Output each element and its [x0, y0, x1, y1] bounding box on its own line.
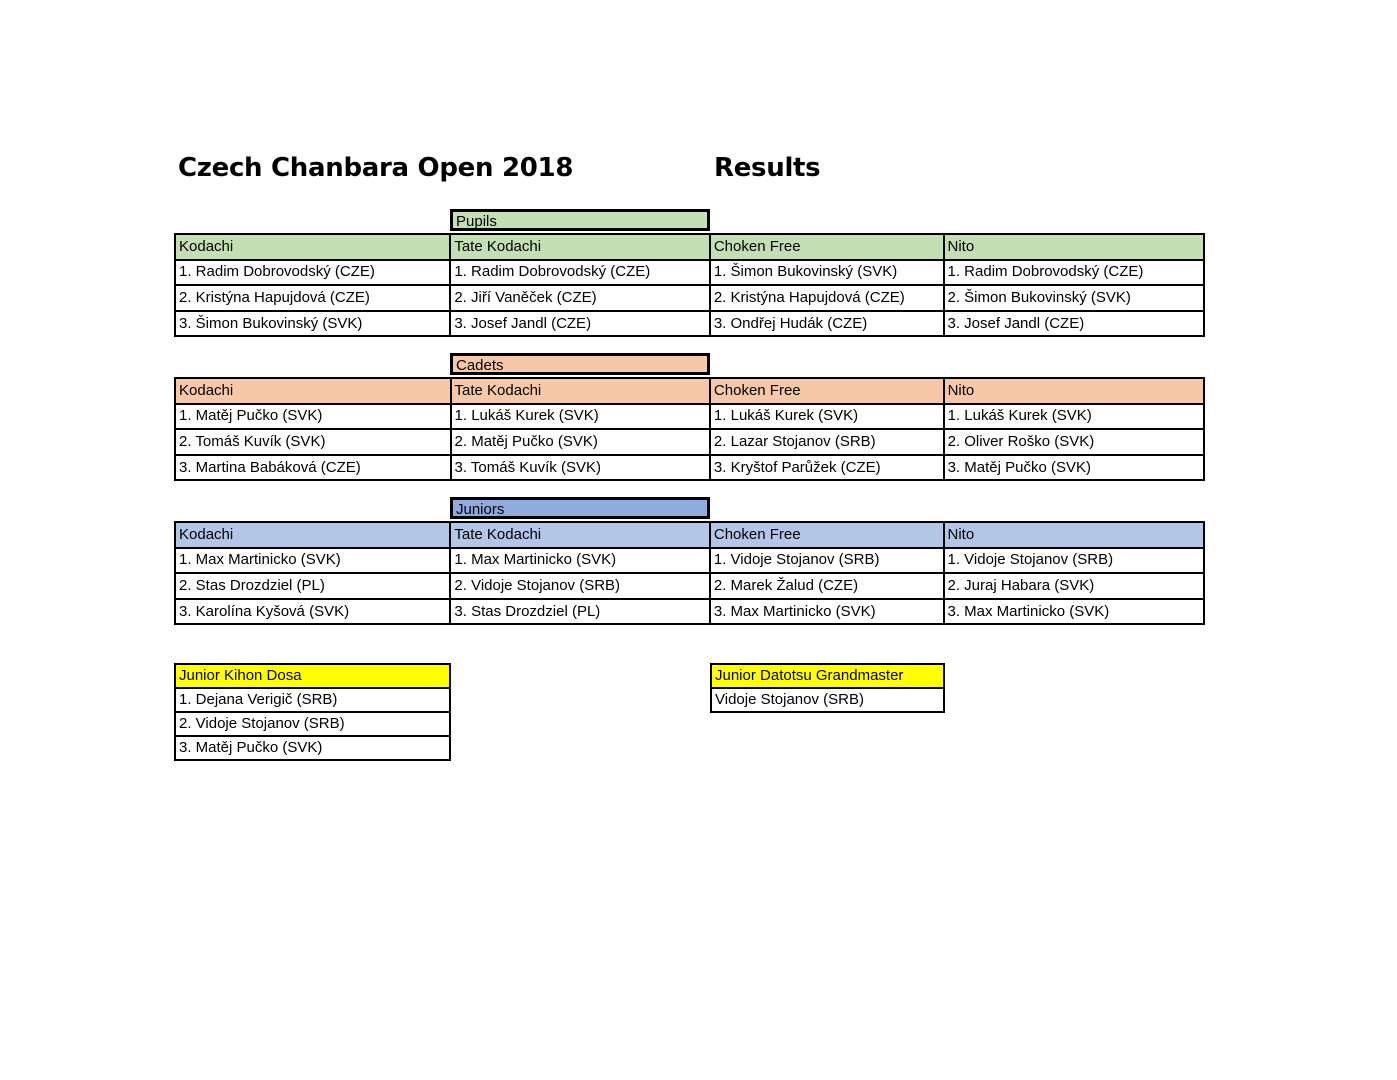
result-cell: 1. Matěj Pučko (SVK) [175, 404, 451, 430]
datotsu-grandmaster-table [710, 663, 945, 713]
column-header-nito: Nito [944, 522, 1205, 548]
pupils-results-table [174, 233, 1205, 337]
column-header-choken-free: Choken Free [710, 522, 944, 548]
table-row [175, 429, 1204, 455]
table-row [175, 285, 1204, 311]
juniors-results-table [174, 521, 1205, 625]
result-cell: 2. Tomáš Kuvík (SVK) [175, 429, 451, 455]
result-cell: 2. Vidoje Stojanov (SRB) [175, 712, 450, 736]
result-cell: 2. Kristýna Hapujdová (CZE) [175, 285, 450, 311]
column-header-kodachi: Kodachi [175, 522, 450, 548]
result-cell: 1. Šimon Bukovinský (SVK) [710, 260, 944, 286]
table-row [175, 712, 450, 736]
result-cell: 3. Max Martinicko (SVK) [944, 599, 1205, 625]
result-cell: 3. Matěj Pučko (SVK) [944, 455, 1204, 481]
result-cell: 2. Šimon Bukovinský (SVK) [944, 285, 1205, 311]
column-header-nito: Nito [944, 378, 1204, 404]
result-cell: 3. Matěj Pučko (SVK) [175, 736, 450, 760]
result-cell: 1. Radim Dobrovodský (CZE) [944, 260, 1205, 286]
datotsu-grandmaster-title: Junior Datotsu Grandmaster [711, 664, 944, 688]
result-cell: 2. Marek Žalud (CZE) [710, 573, 944, 599]
result-cell: 3. Stas Drozdziel (PL) [450, 599, 709, 625]
table-row [711, 688, 944, 712]
result-cell: 3. Max Martinicko (SVK) [710, 599, 944, 625]
table-row [175, 260, 1204, 286]
result-cell: 1. Lukáš Kurek (SVK) [944, 404, 1204, 430]
result-cell: 3. Karolína Kyšová (SVK) [175, 599, 450, 625]
result-cell: 2. Jiří Vaněček (CZE) [450, 285, 709, 311]
result-cell: 1. Lukáš Kurek (SVK) [451, 404, 710, 430]
result-cell: 3. Tomáš Kuvík (SVK) [451, 455, 710, 481]
kihon-dosa-table [174, 663, 451, 761]
result-cell: 1. Dejana Verigič (SRB) [175, 688, 450, 712]
result-cell: 2. Lazar Stojanov (SRB) [710, 429, 944, 455]
result-cell: 2. Stas Drozdziel (PL) [175, 573, 450, 599]
result-cell: 2. Vidoje Stojanov (SRB) [450, 573, 709, 599]
table-row [175, 599, 1204, 625]
category-label-cadets: Cadets [450, 353, 710, 375]
column-header-kodachi: Kodachi [175, 378, 451, 404]
result-cell: 3. Josef Jandl (CZE) [450, 311, 709, 337]
result-cell: 3. Šimon Bukovinský (SVK) [175, 311, 450, 337]
result-cell: 2. Kristýna Hapujdová (CZE) [710, 285, 944, 311]
result-cell: 1. Radim Dobrovodský (CZE) [450, 260, 709, 286]
table-header-row [711, 664, 944, 688]
kihon-dosa-title: Junior Kihon Dosa [175, 664, 450, 688]
cadets-results-table [174, 377, 1205, 481]
document-title: Czech Chanbara Open 2018 [178, 153, 574, 183]
result-cell: 1. Max Martinicko (SVK) [450, 548, 709, 574]
result-cell: 2. Matěj Pučko (SVK) [451, 429, 710, 455]
result-cell: 3. Ondřej Hudák (CZE) [710, 311, 944, 337]
table-row [175, 688, 450, 712]
header-row [175, 234, 1204, 260]
result-cell: Vidoje Stojanov (SRB) [711, 688, 944, 712]
column-header-tate-kodachi: Tate Kodachi [450, 522, 709, 548]
column-header-kodachi: Kodachi [175, 234, 450, 260]
table-row [175, 455, 1204, 481]
result-cell: 2. Juraj Habara (SVK) [944, 573, 1205, 599]
result-cell: 1. Radim Dobrovodský (CZE) [175, 260, 450, 286]
table-row [175, 311, 1204, 337]
header-row [175, 522, 1204, 548]
column-header-choken-free: Choken Free [710, 234, 944, 260]
column-header-choken-free: Choken Free [710, 378, 944, 404]
result-cell: 3. Martina Babáková (CZE) [175, 455, 451, 481]
column-header-tate-kodachi: Tate Kodachi [450, 234, 709, 260]
header-row [175, 378, 1204, 404]
result-cell: 3. Kryštof Parůžek (CZE) [710, 455, 944, 481]
results-heading: Results [714, 153, 821, 183]
column-header-nito: Nito [944, 234, 1205, 260]
result-cell: 2. Oliver Roško (SVK) [944, 429, 1204, 455]
table-header-row [175, 664, 450, 688]
result-cell: 1. Max Martinicko (SVK) [175, 548, 450, 574]
result-cell: 1. Vidoje Stojanov (SRB) [944, 548, 1205, 574]
result-cell: 1. Vidoje Stojanov (SRB) [710, 548, 944, 574]
result-cell: 1. Lukáš Kurek (SVK) [710, 404, 944, 430]
category-label-pupils: Pupils [450, 209, 710, 231]
result-cell: 3. Josef Jandl (CZE) [944, 311, 1205, 337]
table-row [175, 736, 450, 760]
table-row [175, 404, 1204, 430]
table-row [175, 573, 1204, 599]
category-label-juniors: Juniors [450, 497, 710, 519]
column-header-tate-kodachi: Tate Kodachi [451, 378, 710, 404]
table-row [175, 548, 1204, 574]
